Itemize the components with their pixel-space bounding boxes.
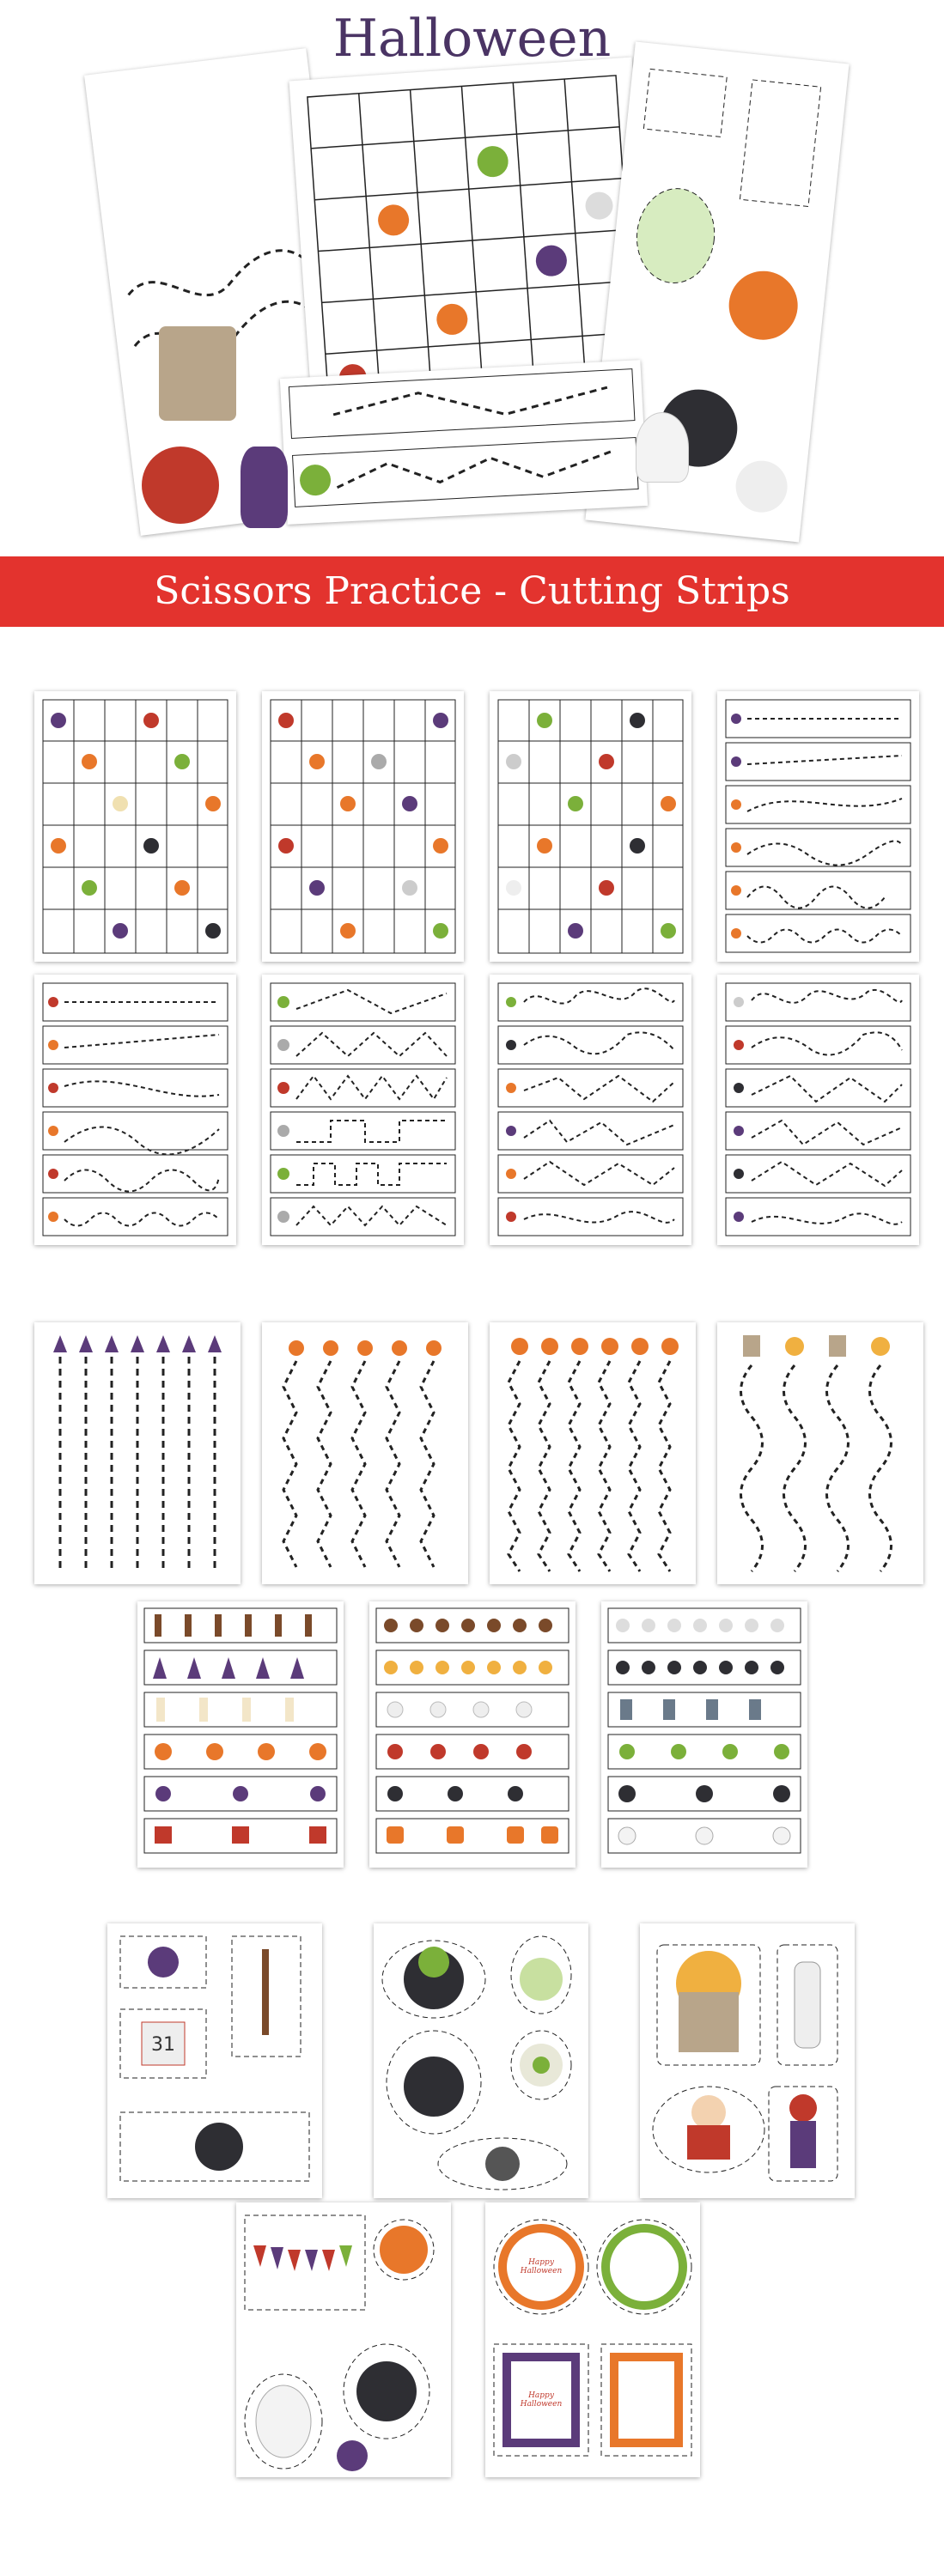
preview-sheet-lines-1 [717, 691, 919, 962]
ghost-icon [636, 412, 689, 483]
preview-sheet-strips-3 [601, 1601, 807, 1868]
house-icon [159, 326, 236, 421]
preview-sheet-zigzag-2 [490, 1322, 696, 1584]
vertical-lines-graphic [34, 1322, 241, 1584]
shapes-sheet-graphic [717, 975, 919, 1245]
collage-front-lines [280, 360, 648, 525]
grid-sheet-graphic [262, 691, 464, 962]
stickers-graphic [374, 1923, 588, 2198]
preview-sheet-strips-2 [369, 1601, 576, 1868]
banner [0, 556, 944, 627]
picture-strips-graphic [601, 1601, 807, 1868]
zigzag-lines-graphic [490, 1322, 696, 1584]
preview-sheet-stickers-1 [107, 1923, 322, 2198]
preview-sheet-stickers-2 [374, 1923, 588, 2198]
lines-sheet-graphic [262, 975, 464, 1245]
grid-sheet-graphic [490, 691, 691, 962]
preview-sheet-shapes-2 [717, 975, 919, 1245]
preview-sheet-stickers-3 [640, 1923, 855, 2198]
witch-icon [241, 447, 288, 528]
preview-sheet-shapes-1 [490, 975, 691, 1245]
stickers-graphic [485, 2202, 700, 2477]
preview-sheet-vertical-1 [34, 1322, 241, 1584]
page-title: Halloween [332, 9, 612, 69]
preview-sheet-grid-3 [490, 691, 691, 962]
vampire-icon [142, 447, 219, 524]
preview-sheet-grid-1 [34, 691, 236, 962]
hero-collage [0, 0, 944, 558]
banner-text: Scissors Practice - Cutting Strips [154, 569, 790, 613]
zigzag-lines-graphic [262, 1322, 468, 1584]
picture-strips-graphic [369, 1601, 576, 1868]
stickers-graphic [640, 1923, 855, 2198]
preview-sheet-zigzag-1 [262, 1322, 468, 1584]
picture-strips-graphic [137, 1601, 344, 1868]
shapes-sheet-graphic [490, 975, 691, 1245]
preview-sheet-lines-3 [262, 975, 464, 1245]
wavy-lines-graphic [717, 1322, 923, 1584]
lines-sheet-graphic [717, 691, 919, 962]
preview-sheet-stickers-5 [485, 2202, 700, 2477]
lines-sheet-graphic [34, 975, 236, 1245]
stickers-graphic [236, 2202, 451, 2477]
preview-sheet-wavy-1 [717, 1322, 923, 1584]
calendar-number: 31 [151, 2034, 175, 2056]
preview-sheet-stickers-4 [236, 2202, 451, 2477]
sticker-label-2: Happy Halloween [520, 2391, 563, 2409]
preview-sheet-strips-1 [137, 1601, 344, 1868]
preview-sheet-grid-2 [262, 691, 464, 962]
collage-sheet-front [280, 360, 648, 525]
stickers-graphic [107, 1923, 322, 2198]
sticker-label-1: Happy Halloween [520, 2258, 563, 2275]
preview-sheet-lines-2 [34, 975, 236, 1245]
grid-sheet-graphic [34, 691, 236, 962]
